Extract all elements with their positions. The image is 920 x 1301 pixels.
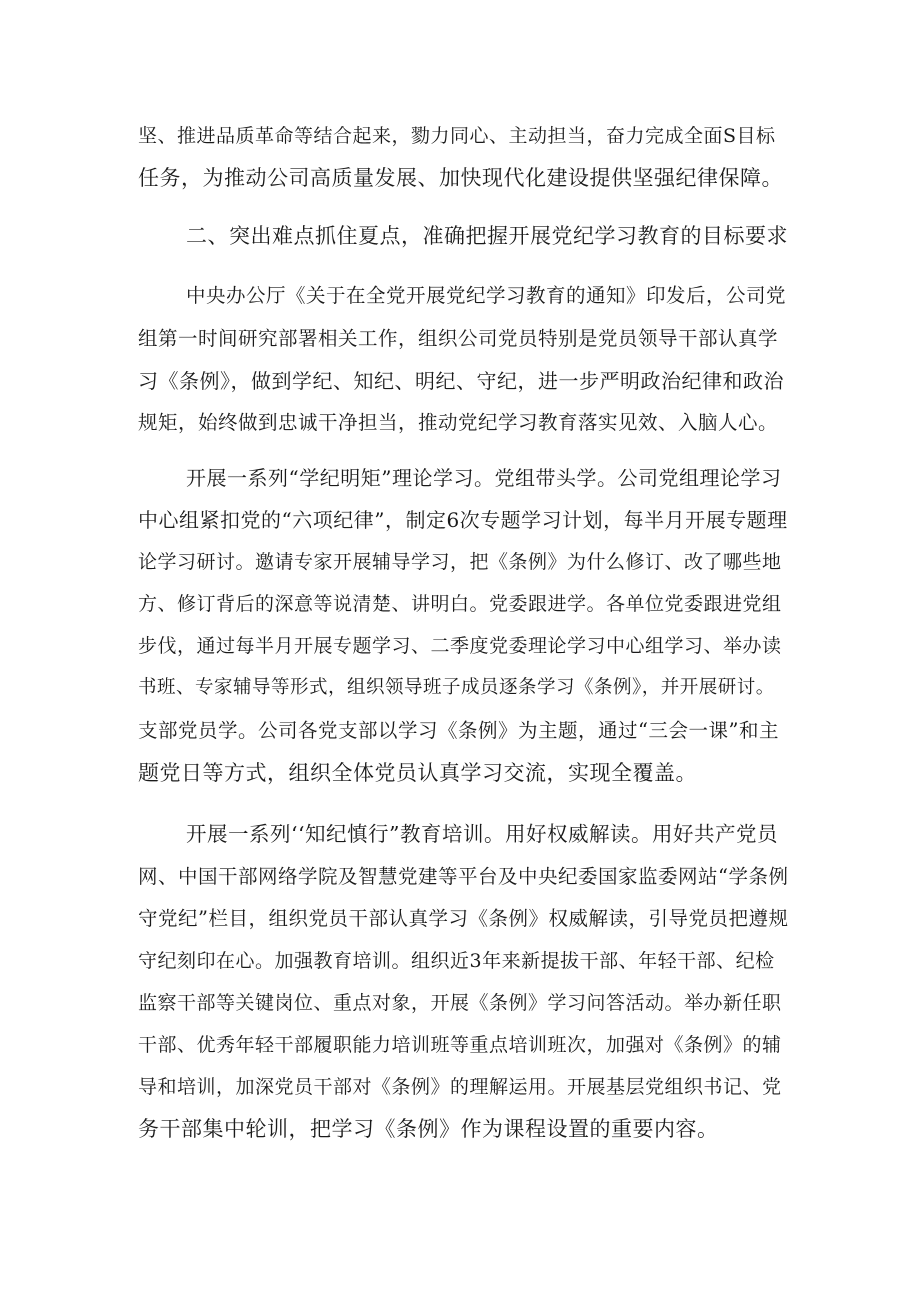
- text-line: 中心组紧扣党的“六项纪律”，制定6次专题学习计划，每半月开展专题理: [138, 508, 788, 532]
- text-line: 组第一时间研究部署相关工作，组织公司党员特别是党员领导干部认真学: [138, 327, 779, 350]
- text-line: 开展一系列‘‘知纪慎行”教育培训。用好权威解读。用好共产党员: [186, 822, 779, 846]
- text-line: 任务，为推动公司高质量发展、加快现代化建设提供坚强纪律保障。: [138, 166, 783, 190]
- text-line: 开展一系列“学纪明矩”理论学习。党组带头学。公司党组理论学习: [186, 466, 782, 490]
- text-line: 题党日等方式，组织全体党员认真学习交流，实现全覆盖。: [138, 761, 697, 785]
- text-line: 务干部集中轮训，把学习《条例》作为课程设置的重要内容。: [138, 1117, 719, 1141]
- text-line: 书班、专家辅导等形式，组织领导班子成员逐条学习《条例》，并开展研讨。: [138, 677, 775, 698]
- text-line: 论学习研讨。邀请专家开展辅导学习，把《条例》为什么修订、改了哪些地: [138, 551, 782, 573]
- text-line: 网、中国干部网络学院及智慧党建等平台及中央纪委国家监委网站“学条例: [138, 865, 789, 888]
- text-line: 监察干部等关键岗位、重点对象，开展《条例》学习问答活动。举办新任职: [138, 992, 782, 1014]
- section-heading: 二、突出难点抓住夏点，准确把握开展党纪学习教育的目标要求: [186, 224, 788, 248]
- text-line: 坚、推进品质革命等结合起来，勠力同心、主动担当，奋力完成全面S目标: [138, 125, 776, 147]
- text-line: 规矩，始终做到忠诚干净担当，推动党纪学习教育落实见效、入脑人心。: [138, 411, 779, 434]
- text-line: 方、修订背后的深意等说清楚、讲明白。党委跟进学。各单位党委跟进党组: [138, 593, 782, 615]
- text-line: 干部、优秀年轻干部履职能力培训班等重点培训班次，加强对《条例》的辅: [138, 1034, 782, 1056]
- text-line: 中央办公厅《关于在全党开展党纪学习教育的通知》印发后，公司党: [186, 284, 787, 307]
- text-line: 习《条例》，做到学纪、知纪、明纪、守纪，进一步严明政治纪律和政治: [138, 369, 784, 393]
- text-line: 步伐，通过每半月开展专题学习、二季度党委理论学习中心组学习、举办读: [138, 635, 782, 657]
- text-line: 导和培训，加深党员干部对《条例》的理解运用。开展基层党组织书记、党: [138, 1076, 782, 1098]
- text-line: 支部党员学。公司各党支部以学习《条例》为主题，通过“三会一课”和主: [138, 719, 779, 742]
- text-line: 守党纪”栏目，组织党员干部认真学习《条例》权威解读，引导党员把遵规: [138, 907, 789, 930]
- text-line: 守纪刻印在心。加强教育培训。组织近3年来新提拔干部、年轻干部、纪检: [138, 950, 775, 972]
